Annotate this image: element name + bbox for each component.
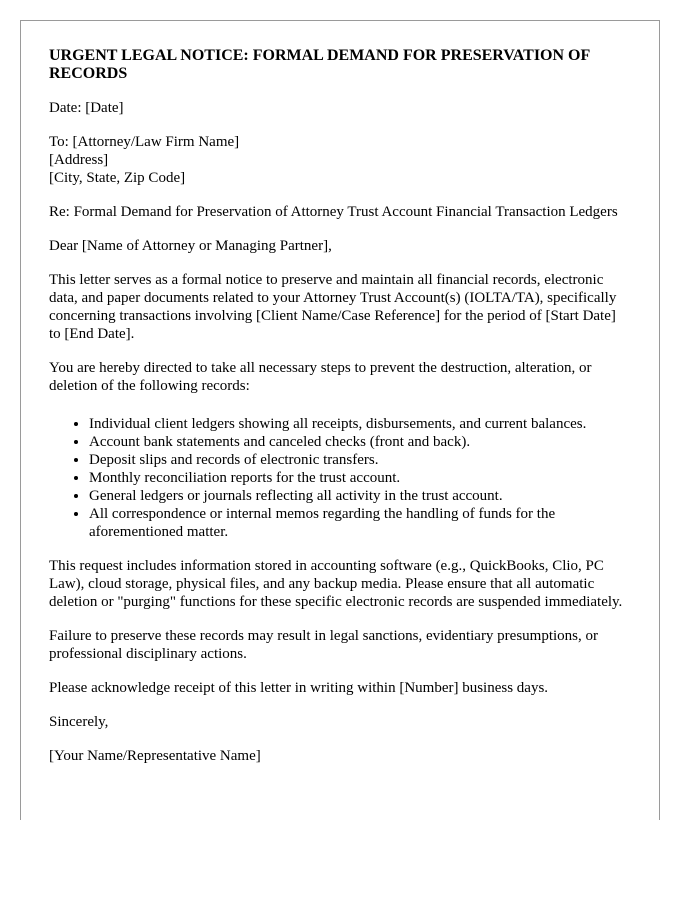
list-item: • Account bank statements and canceled checks (front and back).	[89, 433, 631, 451]
recipient-address	[49, 133, 631, 187]
address-line-city: [City, State, Zip Code]	[49, 170, 186, 186]
closing: Sincerely,	[49, 714, 109, 730]
letter-title: URGENT LEGAL NOTICE: FORMAL DEMAND FOR PRESERVATION OF RECORDS	[49, 47, 590, 82]
address-line-recipient: To: [Attorney/Law Firm Name]	[49, 134, 240, 150]
body-paragraph-notice: This letter serves as a formal notice to preserve and maintain all financial records, electronic data, and paper documents related to your Attorney Trust Account(s) (IOLTA/TA), specifically concerning transactions involving [Client Name/Case Reference] for the period of [Start Date] to [End Date].	[49, 272, 617, 342]
list-item: • Individual client ledgers showing all receipts, disbursements, and current balances.	[89, 415, 631, 433]
address-line-street: [Address]	[49, 152, 109, 168]
body-paragraph-acknowledge: Please acknowledge receipt of this letter in writing within [Number] business days.	[49, 680, 549, 696]
letter-date: Date: [Date]	[49, 100, 124, 116]
list-item: • All correspondence or internal memos regarding the handling of funds for the aforementioned matter.	[89, 505, 631, 541]
body-paragraph-scope: This request includes information stored in accounting software (e.g., QuickBooks, Clio, PC Law), cloud storage, physical files, and any backup media. Please ensure that all automatic deletion or "purging" functions for these specific electronic records are suspended immediately.	[49, 558, 623, 610]
records-list	[49, 415, 631, 541]
salutation: Dear [Name of Attorney or Managing Partner],	[49, 238, 332, 254]
letter-page	[20, 20, 660, 820]
list-item: • Deposit slips and records of electronic transfers.	[89, 451, 631, 469]
list-item: • General ledgers or journals reflecting all activity in the trust account.	[89, 487, 631, 505]
subject-line: Re: Formal Demand for Preservation of Attorney Trust Account Financial Transaction Ledgers	[49, 204, 618, 220]
list-item: • Monthly reconciliation reports for the trust account.	[89, 469, 631, 487]
body-paragraph-consequences: Failure to preserve these records may result in legal sanctions, evidentiary presumptions, or professional disciplinary actions.	[49, 628, 599, 662]
body-paragraph-directive: You are hereby directed to take all necessary steps to prevent the destruction, alteration, or deletion of the following records:	[49, 360, 592, 394]
signature: [Your Name/Representative Name]	[49, 748, 261, 764]
